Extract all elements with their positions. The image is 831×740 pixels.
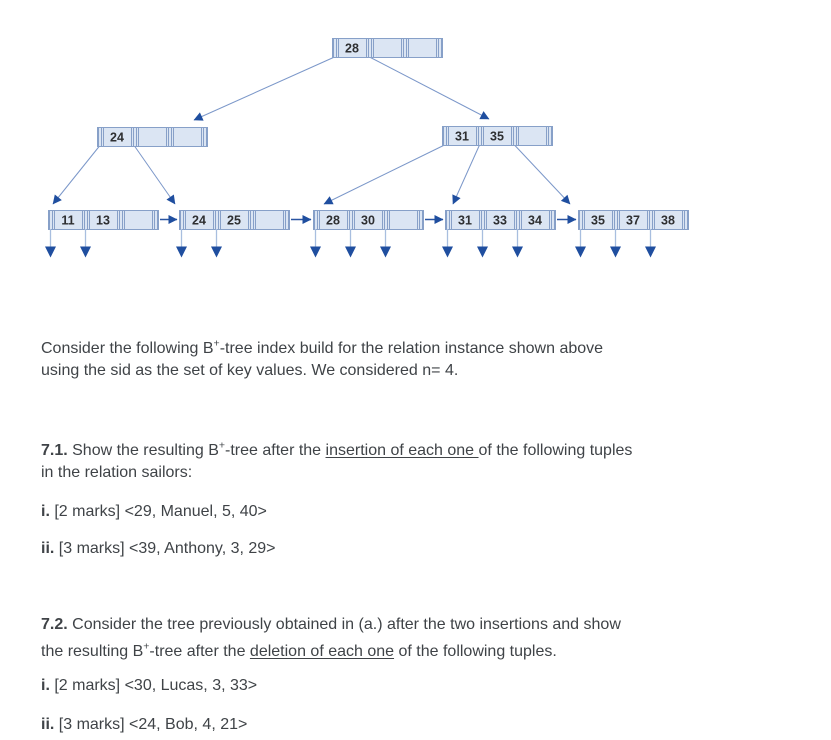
- svg-text:25: 25: [227, 213, 241, 228]
- svg-text:28: 28: [345, 41, 359, 56]
- svg-text:24: 24: [192, 213, 206, 228]
- svg-text:34: 34: [528, 213, 542, 228]
- svg-text:11: 11: [61, 213, 75, 228]
- leaf-node-1: [49, 211, 159, 248]
- svg-text:30: 30: [361, 213, 375, 228]
- leaf-node-2: [180, 211, 290, 248]
- intro-paragraph: Consider the following B+-tree index build for the relation instance shown above using the sid as the set of key values. We considered n= 4.: [41, 337, 604, 379]
- item-7-2-ii: ii. [3 marks] <24, Bob, 4, 21>: [41, 716, 248, 733]
- svg-text:28: 28: [326, 213, 340, 228]
- svg-text:35: 35: [591, 213, 605, 228]
- internal-node-right: [443, 127, 553, 146]
- diagram-area: [0, 0, 831, 290]
- svg-text:31: 31: [458, 213, 472, 228]
- svg-text:37: 37: [626, 213, 640, 228]
- svg-text:35: 35: [490, 129, 504, 144]
- leaf-node-5: [579, 211, 689, 248]
- leaf-node-3: [314, 211, 424, 248]
- svg-text:31: 31: [455, 129, 469, 144]
- item-7-1-i: i. [2 marks] <29, Manuel, 5, 40>: [41, 503, 267, 520]
- question-7-2: 7.2. Consider the tree previously obtained in (a.) after the two insertions and show the resulting B+-tree after the deletion of each one of the following tuples.: [41, 616, 621, 660]
- svg-text:24: 24: [110, 130, 124, 145]
- leaf-node-4: [446, 211, 556, 248]
- question-7-1: 7.1. Show the resulting B+-tree after the insertion of each one of the following tuples in the relation sailors:: [41, 439, 633, 481]
- svg-text:38: 38: [661, 213, 675, 228]
- item-7-1-ii: ii. [3 marks] <39, Anthony, 3, 29>: [41, 540, 276, 557]
- item-7-2-i: i. [2 marks] <30, Lucas, 3, 33>: [41, 677, 258, 694]
- svg-text:13: 13: [96, 213, 110, 228]
- internal-node-left: [98, 128, 208, 147]
- root-node: [333, 39, 443, 58]
- svg-text:33: 33: [493, 213, 507, 228]
- bplus-tree-diagram: [0, 0, 831, 290]
